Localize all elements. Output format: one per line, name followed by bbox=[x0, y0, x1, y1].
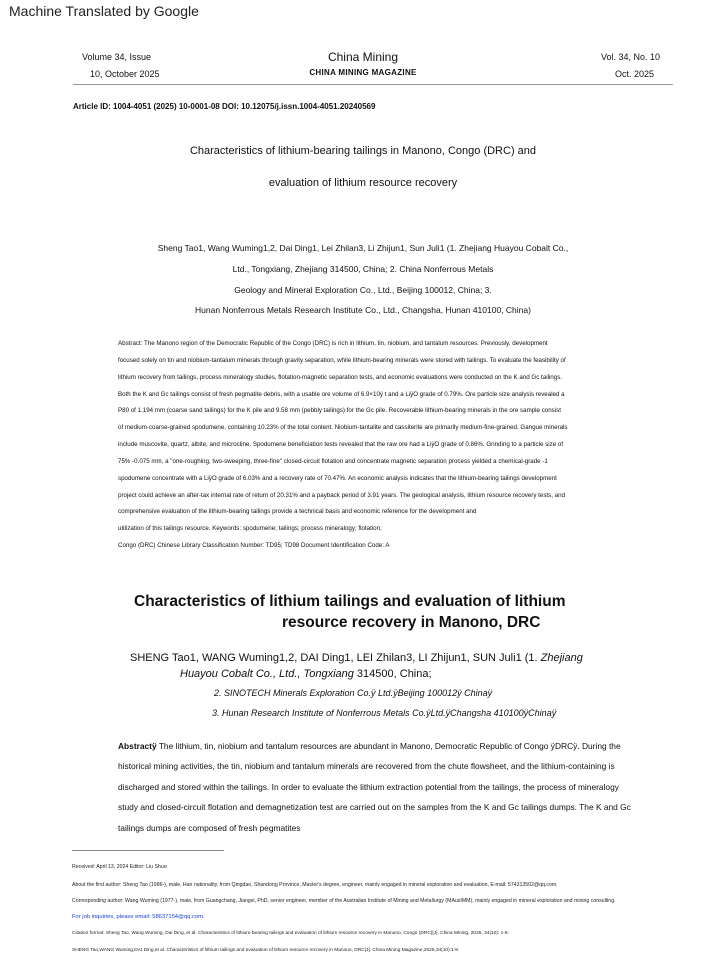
en-affiliation-plain: 314500, China; bbox=[353, 668, 432, 680]
cn-abstract-line: spodumene concentrate with a LiÿO grade of 6.03% and a recovery rate of 70.47%. An economic analysis indicates that the lithium-bearing tailings development bbox=[118, 474, 557, 482]
footnote-received: Received: April 13, 2024 Editor: Liu Shuo bbox=[72, 864, 167, 870]
cn-title-line1: Characteristics of lithium-bearing tailings in Manono, Congo (DRC) and bbox=[189, 145, 537, 157]
cn-authors-line: Hunan Nonferrous Metals Research Institute Co., Ltd., Changsha, Hunan 410100, China) bbox=[195, 305, 531, 315]
cn-abstract-line: focused solely on tin and niobium-tantalum minerals through gravity separation, while lithium-bearing minerals were stored with tailings. To evaluate the feasibility of bbox=[118, 356, 566, 364]
cn-authors-line: Geology and Mineral Exploration Co., Ltd., Beijing 100012, China; 3. bbox=[234, 285, 492, 295]
header-date-en: Oct. 2025 bbox=[614, 69, 654, 79]
journal-name-en: CHINA MINING MAGAZINE bbox=[309, 68, 417, 77]
cn-authors-line: Ltd., Tongxiang, Zhejiang 314500, China; 2. China Nonferrous Metals bbox=[232, 264, 494, 274]
cn-abstract-line: project could achieve an after-tax internal rate of return of 20.31% and a payback period of 3.91 years. The geological analysis, lithium resource recovery tests, and bbox=[118, 491, 566, 499]
en-affiliation-italic: Huayou Cobalt Co., Ltd., Tongxiang bbox=[180, 668, 354, 680]
cn-abstract-line: of medium-coarse-grained spodumene, containing 10.23% of the total content. Niobium-tantalite and cassiterite are primarily medium-fine-grained. Gangue minerals bbox=[118, 424, 568, 432]
cn-abstract-line: Both the K and Gc tailings consist of fresh pegmatite debris, with a usable ore volume of 6.9×10ÿ t and a LiÿO grade of 0.79%. Ore particle size analysis revealed a bbox=[118, 390, 565, 398]
en-authors-names: SHENG Tao1, WANG Wuming1,2, DAI Ding1, LEI Zhilan3, LI Zhijun1, SUN Juli1 (1. bbox=[130, 652, 541, 664]
cn-abstract-line: 75% -0.075 mm, a "one-roughing, two-sweeping, three-fine" closed-circuit flotation and concentrate magnetic separation process yielded a chemical-grade -1 bbox=[118, 457, 548, 465]
en-authors-line2 bbox=[180, 668, 432, 680]
header-volume-en: Vol. 34, No. 10 bbox=[600, 52, 660, 62]
cn-abstract-line: utilization of this tailings resource. Keywords: spodumene; tailings; process mineralogy; flotation; bbox=[118, 525, 382, 533]
header-rule bbox=[73, 84, 673, 85]
footnote-citation-cn: Citation format: Sheng Tao, Wang Wuming, Dai Ding, et al. Characteristics of lithium-bearing tailings and evaluation of lithium resource recovery in Manono, Congo (DRC)[J]. China Mining, 2025, 34(10): 1-8. bbox=[72, 931, 509, 936]
article-id: Article ID: 1004-4051 (2025) 10-0001-08 DOI: 10.12075/j.issn.1004-4051.20240569 bbox=[73, 102, 376, 111]
en-abstract-text: The lithium, tin, niobium and tantalum resources are abundant in Manono, Democratic Republic of Congo ÿDRCÿ. During the historical mining activities, the tin, niobium and tantalum minerals are recovered from the chute flowsheet, and the lithium-containing is discharged and stored within the tailings. In order to evaluate the lithium extraction potential from the tailings, the process of mineralogy study and closed-circuit flotation and demagnetization test are carried out on the samples from the K and Gc tailings dumps. The K and Gc tailings dumps are composed of fresh pegmatites bbox=[118, 741, 631, 833]
en-authors-line1 bbox=[130, 652, 583, 664]
cn-abstract-line: Congo (DRC) Chinese Library Classification Number: TD95; TD98 Document Identification Code: A bbox=[118, 542, 390, 550]
footnote-rule bbox=[72, 850, 224, 851]
en-affiliation-3: 3. Hunan Research Institute of Nonferrous Metals Co.ÿLtd.ÿChangsha 410100ÿChinaÿ bbox=[212, 708, 557, 718]
header-date-cn: 10, October 2025 bbox=[90, 69, 160, 79]
en-title-line1: Characteristics of lithium tailings and evaluation of lithium bbox=[134, 593, 566, 610]
en-abstract-label: Abstractÿ bbox=[118, 741, 157, 751]
cn-abstract-line: include muscovite, quartz, albite, and microcline. Spodumene beneficiation tests revealed that the raw ore had a LiÿO grade of 0.86%. Grinding to a particle size of bbox=[118, 441, 564, 449]
en-title-line2: resource recovery in Manono, DRC bbox=[282, 614, 541, 631]
cn-abstract bbox=[118, 336, 658, 555]
en-affiliation-italic: Zhejiang bbox=[540, 652, 583, 664]
header-volume-issue: Volume 34, Issue bbox=[82, 52, 152, 62]
footnote-citation-en: SHENG Tao,WANG Wuming,DAI Ding,et al. Characteristics of lithium tailings and evaluation of lithium resource recovery in Manono, DRC[J]. China Mining Magazine,2025,34(10):1-8. bbox=[72, 948, 460, 953]
footnote-corresponding: Corresponding author: Wang Wuming (1977-), male, from Guangchang, Jiangxi, PhD, senior engineer, member of the Australian Institute of Mining and Metallurgy (MAusIMM), mainly engaged in mineral exploration and mining consulting. bbox=[72, 898, 616, 904]
en-affiliation-2: 2. SINOTECH Minerals Exploration Co.ÿ Ltd.ÿBeijing 100012ÿ Chinaÿ bbox=[214, 688, 493, 698]
cn-abstract-line: Abstract: The Manono region of the Democratic Republic of the Congo (DRC) is rich in lithium, tin, niobium, and tantalum resources. Previously, development bbox=[118, 340, 548, 347]
en-abstract bbox=[118, 736, 638, 838]
cn-title-line2: evaluation of lithium resource recovery bbox=[268, 177, 458, 189]
cn-authors-line: Sheng Tao1, Wang Wuming1,2, Dai Ding1, Lei Zhilan3, Li Zhijun1, Sun Juli1 (1. Zhejiang Huayou Cobalt Co., bbox=[157, 243, 569, 253]
journal-name-cn: China Mining bbox=[327, 50, 399, 64]
cn-abstract-line: comprehensive evaluation of the lithium-bearing tailings provide a technical basis and economic reference for the development and bbox=[118, 508, 477, 516]
machine-translated-banner: Machine Translated by Google bbox=[9, 3, 199, 19]
job-inquiries-link[interactable]: For job inquiries, please email: 58637154@qq.com. bbox=[72, 914, 205, 920]
cn-abstract-line: lithium recovery from tailings, process mineralogy studies, flotation-magnetic separation tests, and economic evaluations were conducted on the K and Gc tailings. bbox=[118, 373, 563, 381]
footnote-first-author: About the first author: Sheng Tao (1986-), male, Han nationality, from Qingdao, Shandong Province, Master's degree, engineer, mainly engaged in mineral exploration and evaluation, E-mail: 574313502@qq.com. bbox=[72, 882, 558, 888]
cn-abstract-line: P80 of 1.194 mm (coarse sand tailings) for the K pile and 9.58 mm (pebbly tailings) for the Gc pile. Recoverable lithium-bearing minerals in the ore sample consist bbox=[118, 407, 561, 415]
